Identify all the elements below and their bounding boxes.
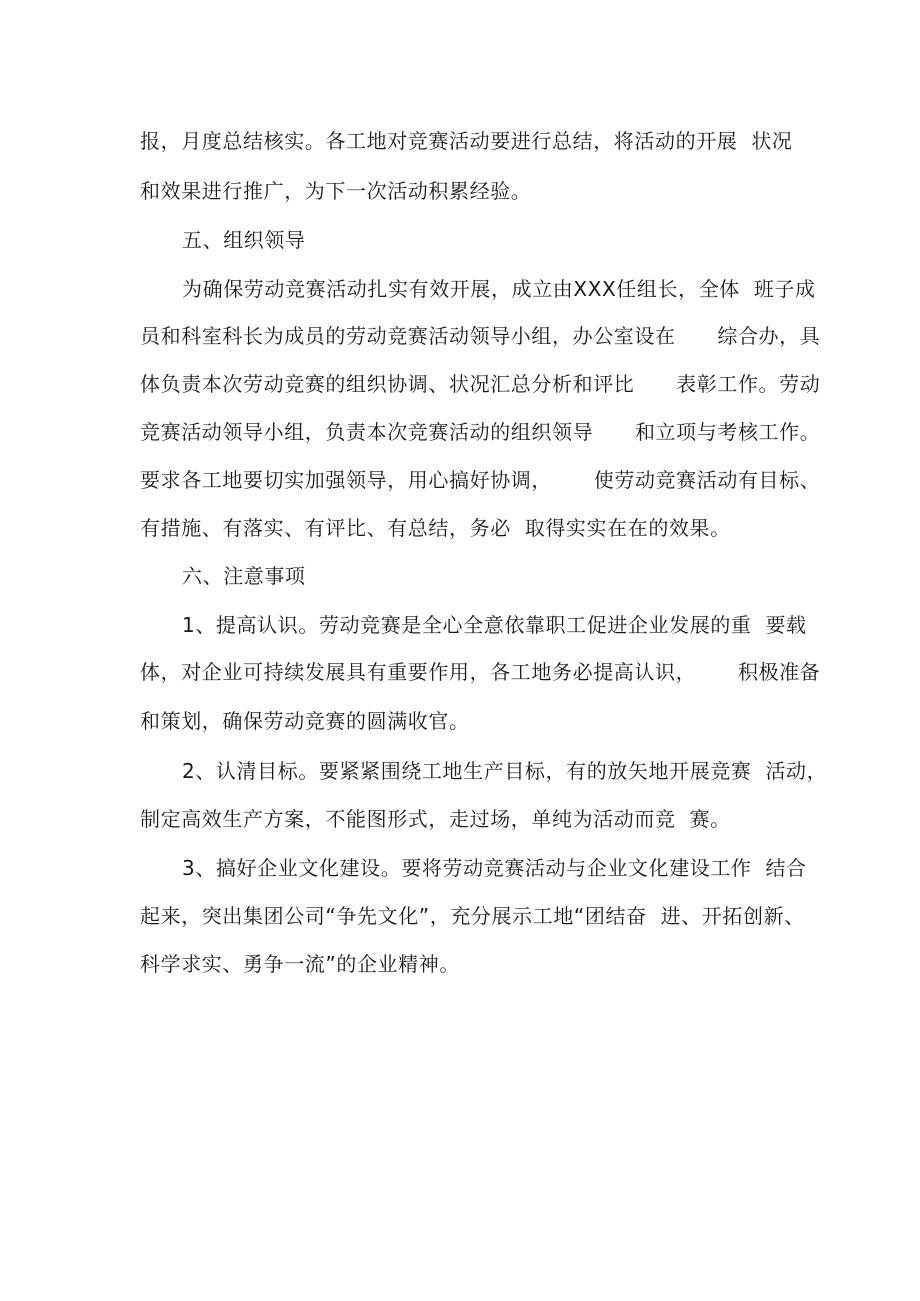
body-text-line: 报，月度总结核实。各工地对竞赛活动要进行总结，将活动的开展 状况 bbox=[140, 129, 793, 153]
body-text-line: 和效果进行推广，为下一次活动积累经验。 bbox=[140, 179, 532, 203]
body-text-line: 竞赛活动领导小组，负责本次竞赛活动的组织领导 和立项与考核工作。 bbox=[140, 420, 821, 444]
body-text-line: 体负责本次劳动竞赛的组织协调、状况汇总分析和评比 表彰工作。劳动 bbox=[140, 372, 821, 396]
section-heading: 五、组织领导 bbox=[182, 228, 306, 252]
body-text-line: 有措施、有落实、有评比、有总结，务必 取得实实在在的效果。 bbox=[140, 516, 731, 540]
body-text-line: 2、认清目标。要紧紧围绕工地生产目标，有的放矢地开展竞赛 活动， bbox=[182, 759, 828, 783]
section-heading: 六、注意事项 bbox=[182, 564, 306, 588]
body-text-line: 为确保劳动竞赛活动扎实有效开展，成立由XXX任组长，全体 班子成 bbox=[182, 277, 816, 301]
body-text-line: 1、提高认识。劳动竞赛是全心全意依靠职工促进企业发展的重 要载 bbox=[182, 613, 807, 637]
body-text-line: 要求各工地要切实加强领导，用心搞好协调， 使劳动竞赛活动有目标、 bbox=[140, 468, 821, 492]
body-text-line: 员和科室科长为成员的劳动竞赛活动领导小组，办公室设在 综合办，具 bbox=[140, 324, 821, 348]
body-text-line: 3、搞好企业文化建设。要将劳动竞赛活动与企业文化建设工作 结合 bbox=[182, 856, 807, 880]
body-text-line: 和策划，确保劳动竞赛的圆满收官。 bbox=[140, 709, 470, 733]
body-text-line: 体，对企业可持续发展具有重要作用，各工地务必提高认识， 积极准备 bbox=[140, 660, 821, 684]
body-text-line: 科学求实、勇争一流”的企业精神。 bbox=[140, 952, 460, 976]
body-text-line: 起来，突出集团公司“争先文化”，充分展示工地“团结奋 进、开拓创新、 bbox=[140, 904, 805, 928]
body-text-line: 制定高效生产方案，不能图形式，走过场，单纯为活动而竞 赛。 bbox=[140, 807, 731, 831]
